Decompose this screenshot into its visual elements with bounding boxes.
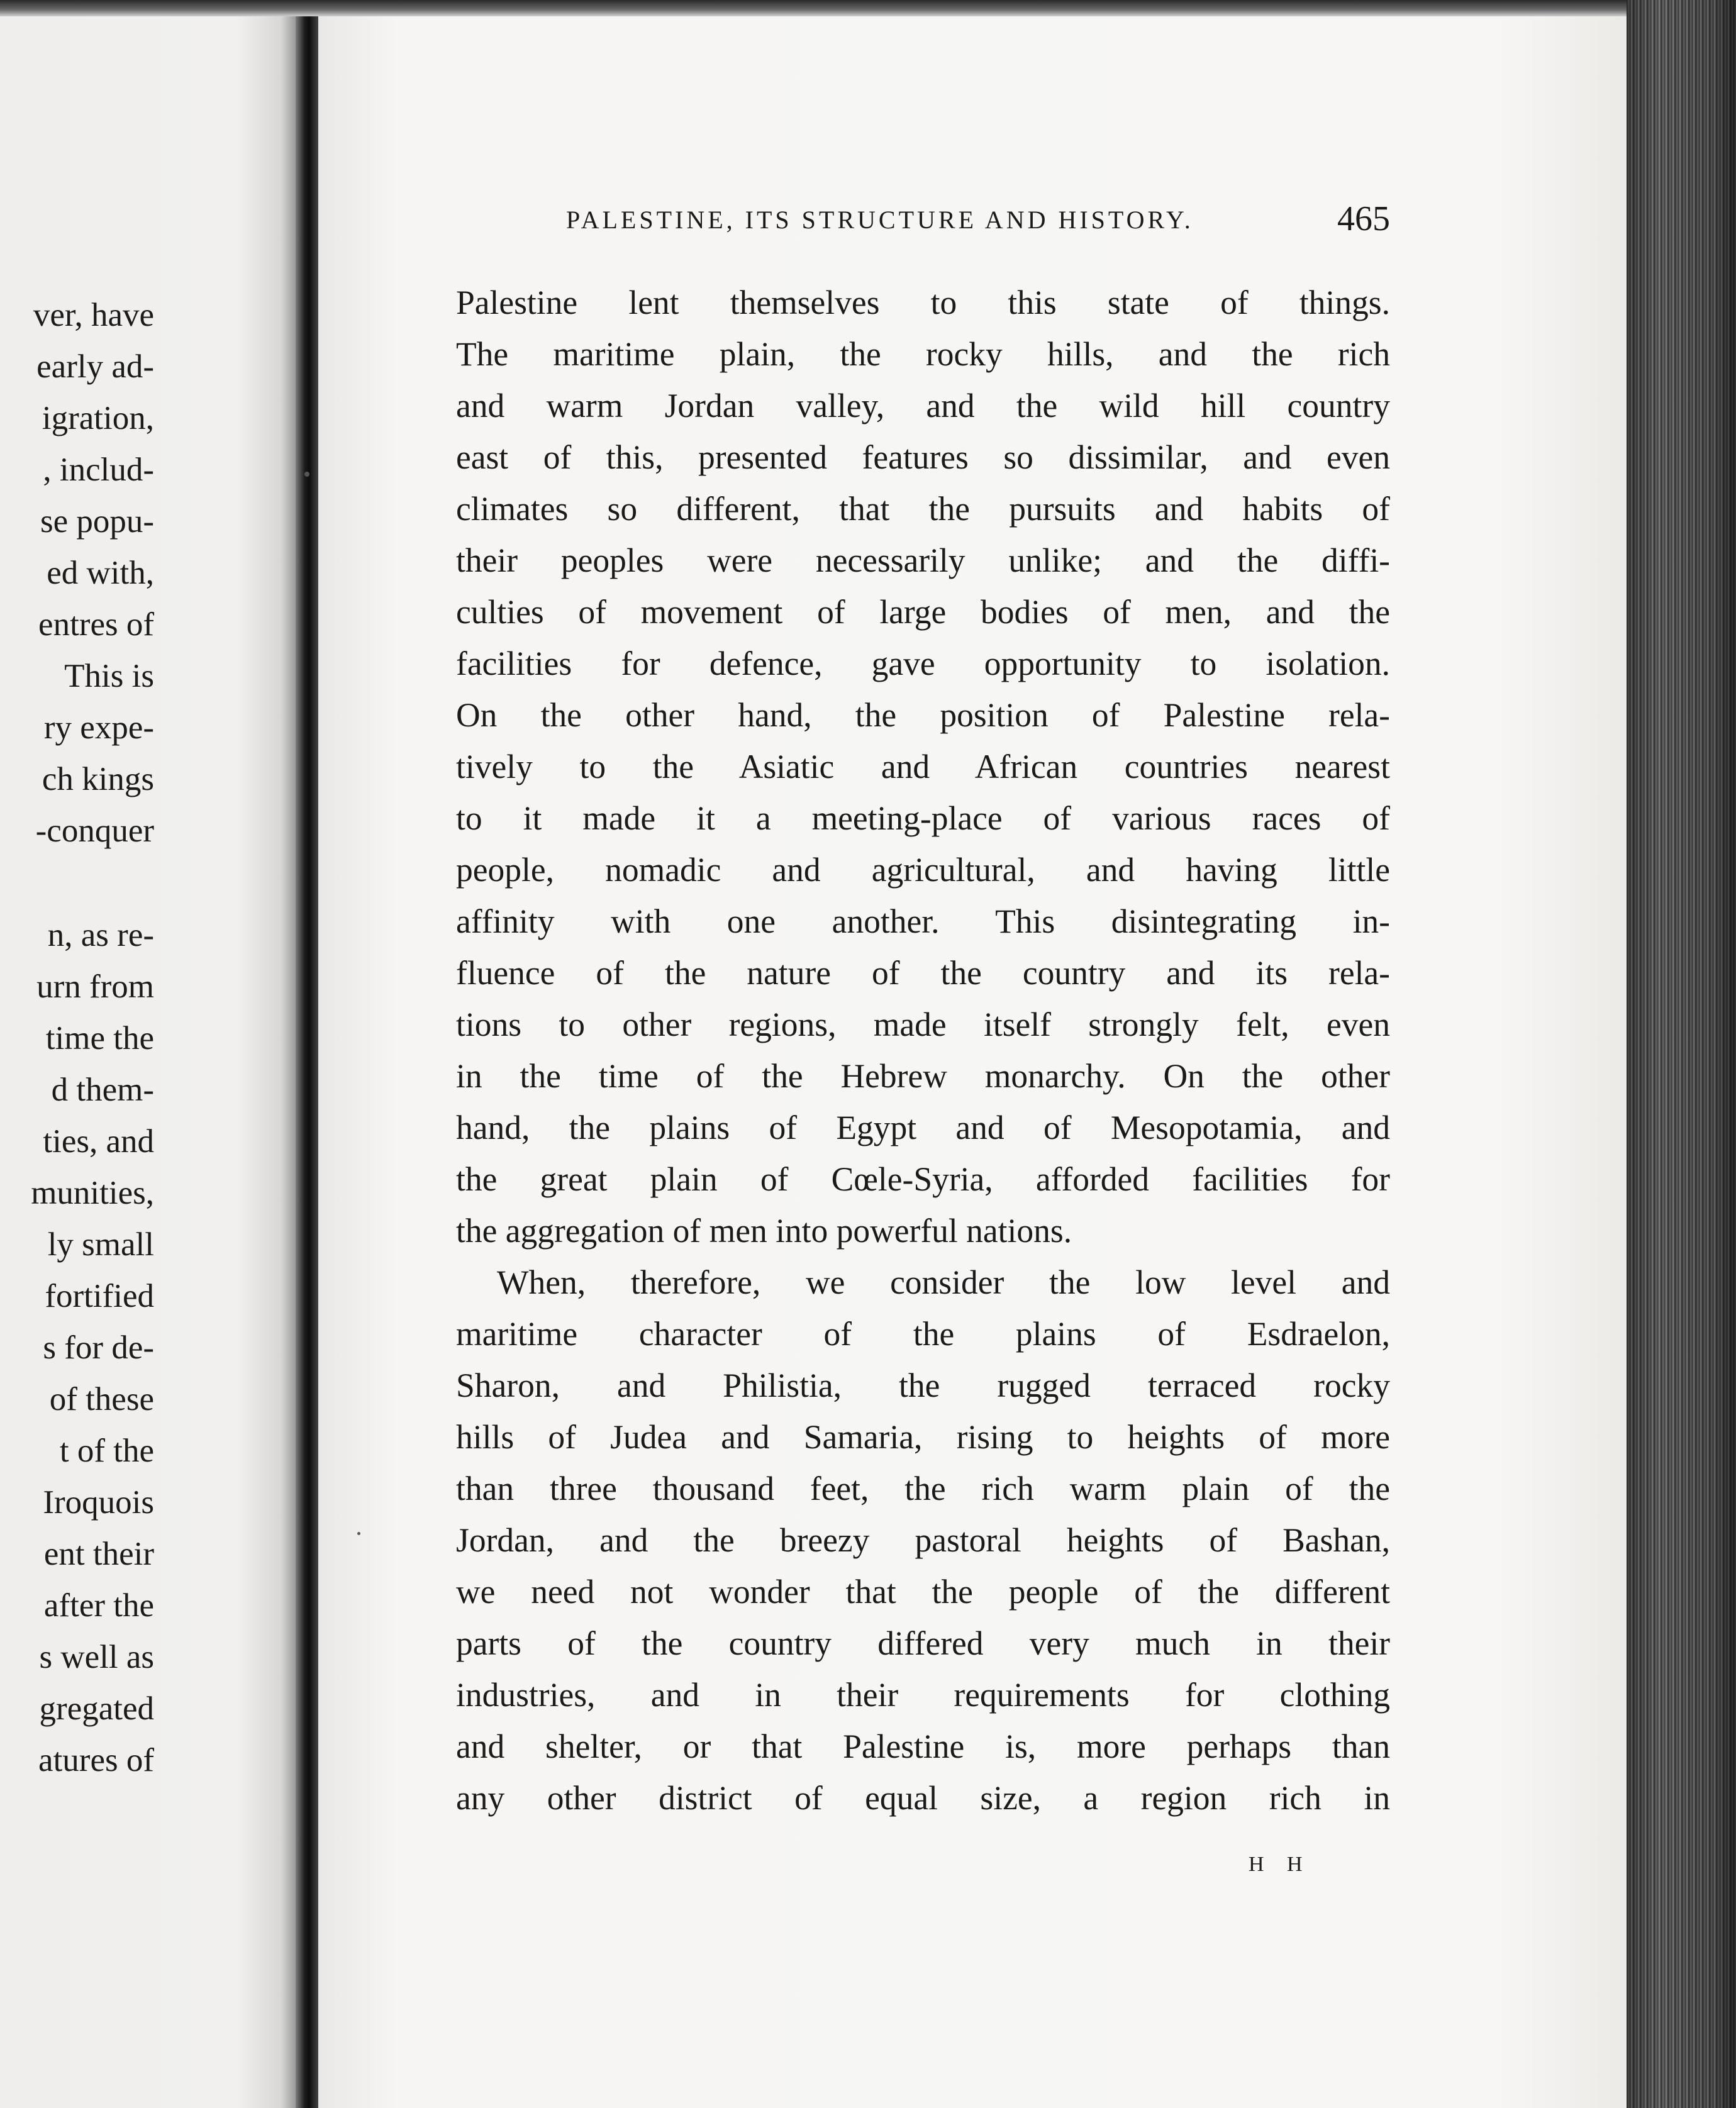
- body-line: maritime character of the plains of Esdraelon,: [456, 1315, 1390, 1353]
- left-fragment-line: urn from: [36, 968, 154, 1005]
- body-line: their peoples were necessarily unlike; and the diffi-: [456, 541, 1390, 579]
- body-line: the aggregation of men into powerful nations.: [456, 1212, 1072, 1250]
- body-line: Sharon, and Philistia, the rugged terraced rocky: [456, 1367, 1390, 1404]
- body-line: tions to other regions, made itself strongly felt, even: [456, 1006, 1390, 1043]
- body-line: facilities for defence, gave opportunity to isolation.: [456, 645, 1390, 682]
- page-edges: [1627, 0, 1736, 2108]
- page-edges-shade: [1627, 0, 1736, 2108]
- left-fragment-line: atures of: [38, 1742, 154, 1778]
- body-line: we need not wonder that the people of the different: [456, 1573, 1390, 1611]
- left-fragment-line: n, as re-: [47, 917, 154, 953]
- body-line: affinity with one another. This disintegrating in-: [456, 902, 1390, 940]
- body-line: climates so different, that the pursuits and habits of: [456, 490, 1390, 528]
- body-line: and warm Jordan valley, and the wild hill country: [456, 387, 1390, 424]
- running-title: PALESTINE, ITS STRUCTURE AND HISTORY.: [566, 206, 1194, 234]
- left-fragment-line: s well as: [39, 1639, 154, 1675]
- left-fragment-line: fortified: [45, 1278, 154, 1314]
- left-fragment-line: This is: [64, 658, 154, 694]
- left-fragment-line: ed with,: [47, 555, 154, 591]
- page-number: 465: [1337, 199, 1390, 238]
- body-line: and shelter, or that Palestine is, more perhaps than: [456, 1728, 1390, 1765]
- body-line: fluence of the nature of the country and its rela-: [456, 954, 1390, 992]
- body-line: to it made it a meeting-place of various races of: [456, 799, 1390, 837]
- left-fragment-line: ly small: [47, 1226, 154, 1263]
- left-fragment-line: time the: [45, 1020, 154, 1057]
- left-fragment-line: Iroquois: [43, 1484, 154, 1521]
- body-line: tively to the Asiatic and African countries nearest: [456, 748, 1390, 785]
- left-fragment-line: ties, and: [43, 1123, 154, 1160]
- body-line: Jordan, and the breezy pastoral heights of Bashan,: [456, 1521, 1390, 1559]
- body-line: than three thousand feet, the rich warm plain of the: [456, 1470, 1390, 1507]
- left-fragment-line: se popu-: [40, 503, 154, 540]
- left-fragment-line: d them-: [51, 1072, 154, 1108]
- left-page-fragment: [0, 16, 296, 2108]
- running-header: [566, 199, 1390, 243]
- left-fragment-line: of these: [49, 1381, 154, 1417]
- paragraph-first-line: When, therefore, we consider the low level and: [497, 1263, 1390, 1301]
- body-line: culties of movement of large bodies of men, and the: [456, 593, 1390, 631]
- body-line: people, nomadic and agricultural, and having little: [456, 851, 1390, 889]
- left-fragment-line: entres of: [38, 606, 154, 643]
- body-line: east of this, presented features so dissimilar, and even: [456, 438, 1390, 476]
- scan-speck: [304, 472, 309, 477]
- body-line: industries, and in their requirements for clothing: [456, 1676, 1390, 1714]
- left-fragment-line: ent their: [43, 1536, 154, 1572]
- left-fragment-line: munities,: [31, 1175, 154, 1211]
- body-line: any other district of equal size, a region rich in: [456, 1779, 1390, 1817]
- left-fragment-line: ver, have: [33, 297, 154, 333]
- body-line: The maritime plain, the rocky hills, and the rich: [456, 335, 1390, 373]
- left-fragment-line: s for de-: [43, 1329, 154, 1366]
- left-fragment-line: ry expe-: [43, 709, 154, 746]
- book-gutter: [296, 16, 318, 2108]
- left-fragment-line: , includ-: [43, 452, 154, 488]
- body-line: On the other hand, the position of Palestine rela-: [456, 696, 1390, 734]
- left-fragment-line: -conquer: [35, 813, 154, 849]
- signature-mark: H H: [1249, 1853, 1311, 1876]
- body-line: parts of the country differed very much in their: [456, 1624, 1390, 1662]
- body-line: hills of Judea and Samaria, rising to heights of more: [456, 1418, 1390, 1456]
- scan-speck: [357, 1532, 360, 1535]
- left-fragment-line: ch kings: [42, 761, 154, 797]
- left-fragment-line: t of the: [59, 1433, 154, 1469]
- left-fragment-line: gregated: [39, 1690, 154, 1727]
- body-line: in the time of the Hebrew monarchy. On the other: [456, 1057, 1390, 1095]
- left-fragment-line: igration,: [42, 400, 154, 436]
- left-fragment-line: early ad-: [36, 348, 154, 385]
- top-shadow-edge: [0, 0, 1736, 16]
- body-line: Palestine lent themselves to this state of things.: [456, 284, 1390, 321]
- left-fragment-line: after the: [43, 1587, 154, 1624]
- body-line: hand, the plains of Egypt and of Mesopotamia, and: [456, 1109, 1390, 1146]
- body-line: the great plain of Cœle-Syria, afforded facilities for: [456, 1160, 1390, 1198]
